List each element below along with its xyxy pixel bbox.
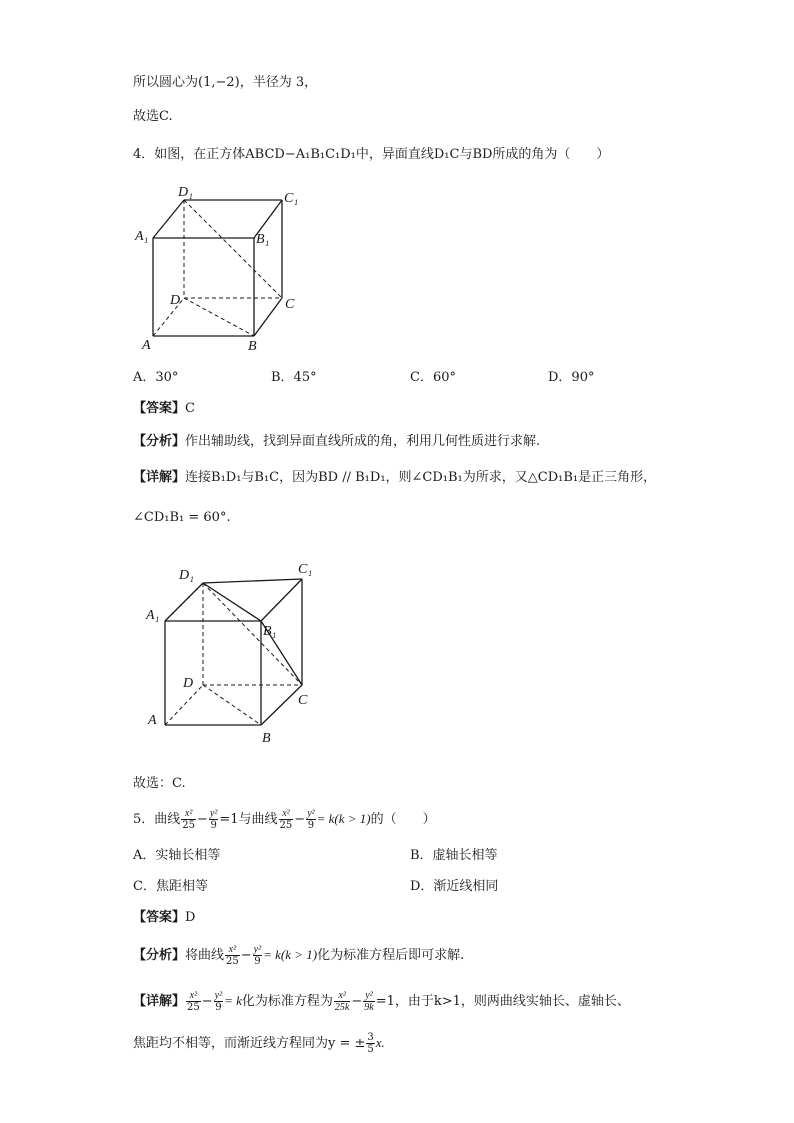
detail-text-b: =1，由于k>1，则两曲线实轴长、虚轴长、 <box>375 994 630 1009</box>
fraction: $\frac{\text{y²}}{9k}$ <box>364 990 374 1013</box>
minus-sign: − <box>240 948 252 963</box>
q4-detail <box>133 469 656 487</box>
q4-option-b: B．45° <box>271 370 317 385</box>
q4-analysis <box>133 433 540 451</box>
label-d1: D₁ <box>179 568 194 583</box>
question-4: 4．如图，在正方体ABCD−A₁B₁C₁D₁中，异面直线D₁C与BD所成的角为（ ） <box>133 147 610 162</box>
q5-detail-line2 <box>133 1032 385 1055</box>
q5-suffix: 的（ ） <box>370 812 436 827</box>
detail-text: 连接B₁D₁与B₁C，因为BD // B₁D₁，则∠CD₁B₁为所求，又△CD₁B₁是正三角形， <box>185 470 657 485</box>
q4-angle: ∠CD₁B₁ = 60°. <box>133 510 231 525</box>
detail-tag: 【详解】 <box>133 994 186 1009</box>
fraction: $\frac{\text{y²}}{9}$ <box>307 808 315 831</box>
answer-tag: 【答案】 <box>133 401 186 416</box>
q5-detail <box>133 990 630 1013</box>
answer-tag: 【答案】 <box>133 910 186 925</box>
fraction: $\frac{3}{5}$ <box>367 1032 374 1055</box>
q5-option-a: A．实轴长相等 <box>133 848 221 863</box>
minus-sign: − <box>201 994 213 1009</box>
q4-answer <box>133 400 195 418</box>
detail-text-a: 化为标准方程为 <box>241 994 333 1009</box>
fraction: $\frac{\text{x²}}{25}$ <box>187 990 200 1013</box>
detail-line2-b: x. <box>375 1035 385 1050</box>
answer-value: D <box>185 910 196 925</box>
q5-answer <box>133 909 195 927</box>
detail-tag: 【详解】 <box>133 470 186 485</box>
q5-option-c: C．焦距相等 <box>133 879 208 894</box>
detail-line2-a: 焦距均不相等，而渐近线方程同为y = ± <box>133 1036 366 1051</box>
question-5 <box>133 808 436 831</box>
q5-option-d: D．渐近线相同 <box>410 879 499 894</box>
label-b: B <box>262 731 271 746</box>
line-center: 所以圆心为(1,−2)，半径为 3， <box>133 75 318 90</box>
equals-k: = k(k > 1) <box>316 811 371 826</box>
label-c1: C₁ <box>284 191 299 206</box>
label-c: C <box>298 693 308 708</box>
q5-mid: 与曲线 <box>238 812 278 827</box>
q4-choose: 故选：C. <box>133 776 186 791</box>
label-d: D <box>183 676 194 691</box>
fraction: $\frac{\text{x²}}{25k}$ <box>334 990 350 1013</box>
fraction: $\frac{\text{y²}}{9}$ <box>253 944 262 967</box>
minus-sign: − <box>197 812 208 827</box>
fraction: $\frac{\text{x²}}{25}$ <box>226 944 239 967</box>
label-a: A <box>142 338 151 353</box>
equals-one: =1 <box>219 812 239 827</box>
label-b1: B₁ <box>263 624 277 639</box>
equals-k: = k(k > 1) <box>263 947 318 962</box>
q5-prefix: 5．曲线 <box>133 812 181 827</box>
q5-option-b: B．虚轴长相等 <box>410 848 498 863</box>
label-c1: C₁ <box>298 562 313 577</box>
label-c: C <box>285 297 295 312</box>
label-a1: A₁ <box>135 229 149 244</box>
analysis-tag: 【分析】 <box>133 948 186 963</box>
line-choose-c: 故选C. <box>133 109 173 124</box>
fraction: $\frac{\text{x²}}{25}$ <box>182 808 196 831</box>
minus-sign: − <box>294 812 306 827</box>
equals-k: = k <box>224 993 242 1008</box>
answer-value: C <box>185 401 195 416</box>
q4-option-d: D．90° <box>548 370 595 385</box>
fraction: $\frac{\text{y²}}{9}$ <box>209 808 218 831</box>
cube-figure-2 <box>142 557 332 749</box>
label-a1: A₁ <box>146 608 160 623</box>
q4-option-c: C．60° <box>410 370 456 385</box>
minus-sign: − <box>351 994 363 1009</box>
label-b: B <box>248 339 257 354</box>
analysis-text: 作出辅助线，找到异面直线所成的角，利用几何性质进行求解. <box>185 434 541 449</box>
q4-option-a: A．30° <box>133 370 179 385</box>
cube-figure-1 <box>132 184 312 354</box>
q5-analysis <box>133 944 464 967</box>
label-d: D <box>170 293 181 308</box>
analysis-text-b: 化为标准方程后即可求解. <box>317 948 465 963</box>
label-a: A <box>148 713 157 728</box>
analysis-text-a: 将曲线 <box>185 948 225 963</box>
fraction: $\frac{\text{x²}}{25}$ <box>279 808 293 831</box>
label-d1: D₁ <box>178 185 193 200</box>
label-b1: B₁ <box>256 232 270 247</box>
analysis-tag: 【分析】 <box>133 434 186 449</box>
fraction: $\frac{\text{y²}}{9}$ <box>214 990 223 1013</box>
